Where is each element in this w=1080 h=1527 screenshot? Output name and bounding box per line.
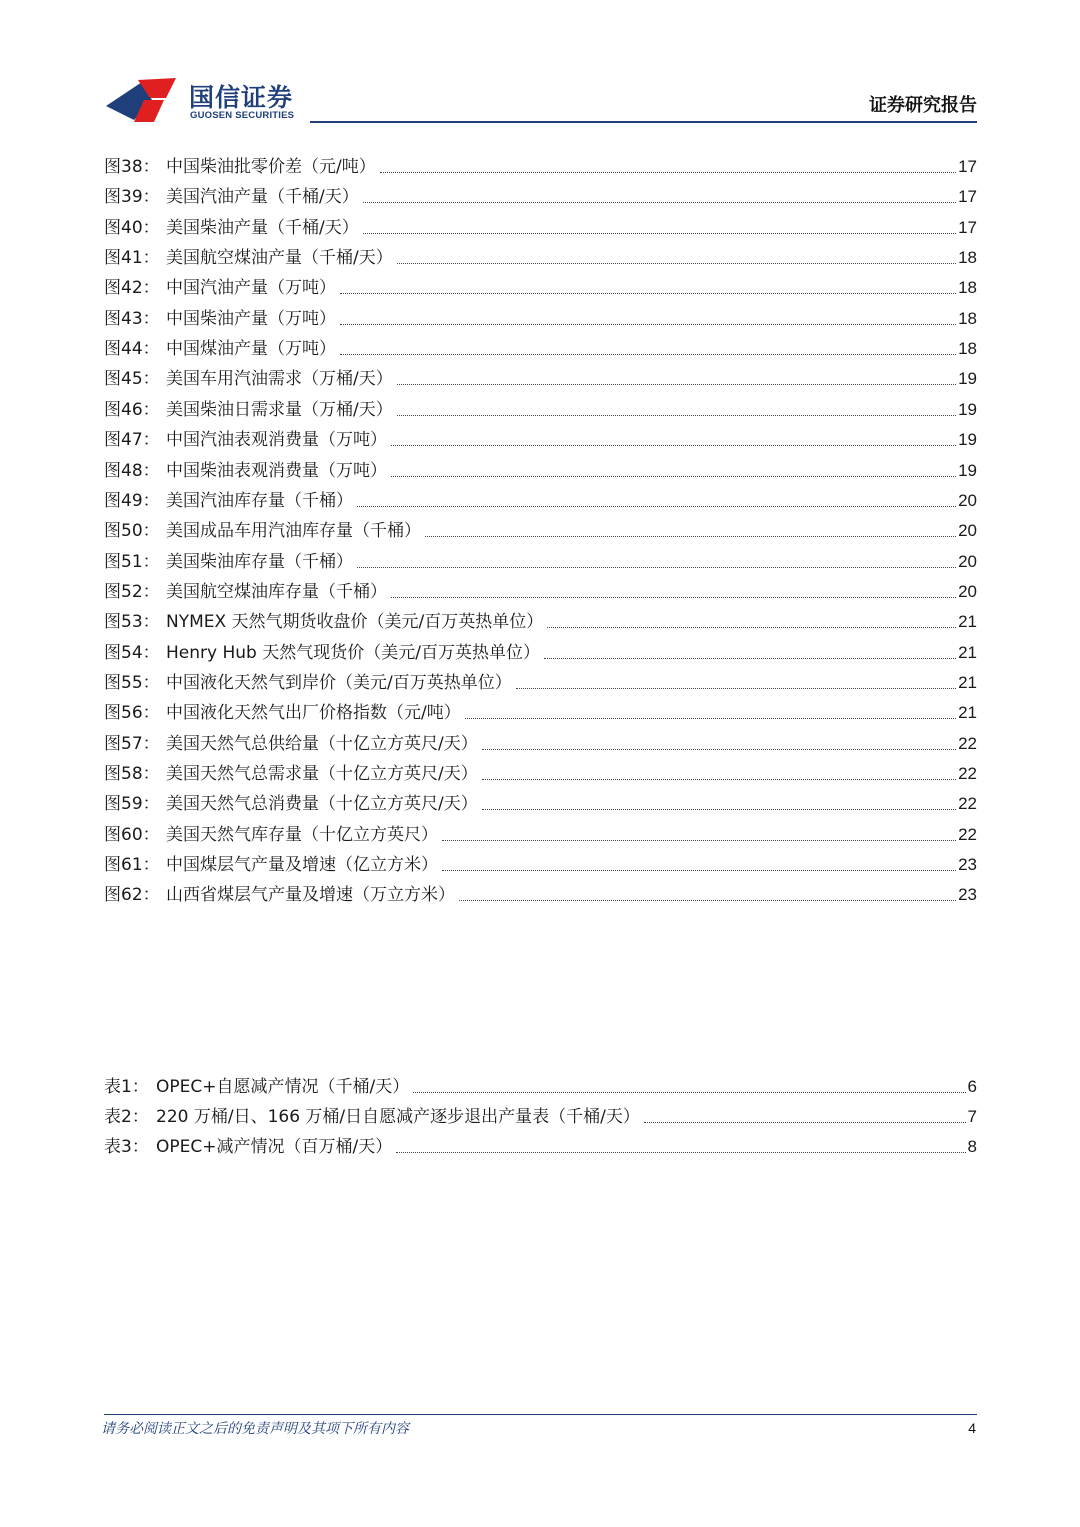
- figure-entry[interactable]: [104, 580, 977, 604]
- figure-entry[interactable]: [104, 641, 977, 665]
- figure-entry[interactable]: [104, 732, 977, 756]
- figure-entry[interactable]: [104, 519, 977, 543]
- entry-page: 19: [958, 460, 977, 480]
- entry-title: 山西省煤层气产量及增速（万立方米）: [166, 885, 455, 906]
- entry-label: 图40：: [104, 217, 160, 238]
- entry-title: 美国航空煤油库存量（千桶）: [166, 581, 387, 602]
- dot-leader: [425, 535, 956, 537]
- entry-title: 美国汽油产量（千桶/天）: [166, 187, 359, 208]
- report-type: 证券研究报告: [869, 95, 977, 116]
- figure-entry[interactable]: [104, 550, 977, 574]
- entry-label: 图59：: [104, 794, 160, 815]
- entry-label: 图52：: [104, 581, 160, 602]
- dot-leader: [357, 566, 956, 568]
- entry-label: 图41：: [104, 248, 160, 269]
- dot-leader: [442, 839, 956, 841]
- entry-label: 图45：: [104, 369, 160, 390]
- entry-label: 图58：: [104, 764, 160, 784]
- figure-entry[interactable]: [104, 155, 977, 179]
- entry-label: 图44：: [104, 339, 160, 360]
- entry-page: 21: [958, 642, 977, 662]
- entry-page: 20: [958, 551, 977, 571]
- footer-divider: [104, 1414, 977, 1415]
- dot-leader: [396, 1151, 965, 1153]
- entry-page: 17: [958, 187, 977, 207]
- figure-entry[interactable]: [104, 853, 977, 877]
- entry-page: 21: [958, 612, 977, 632]
- entry-title: 美国成品车用汽油库存量（千桶）: [166, 521, 421, 542]
- figure-entry[interactable]: [104, 610, 977, 634]
- entry-page: 19: [958, 430, 977, 450]
- brand-name-cn: 国信证券: [189, 83, 294, 112]
- entry-page: 20: [958, 581, 977, 601]
- entry-title: 中国柴油产量（万吨）: [166, 308, 336, 329]
- entry-label: 图60：: [104, 824, 160, 845]
- entry-title: 美国航空煤油产量（千桶/天）: [166, 248, 393, 269]
- dot-leader: [482, 778, 956, 780]
- entry-label: 图61：: [104, 855, 160, 876]
- entry-page: 23: [958, 885, 977, 905]
- entry-label: 图49：: [104, 490, 160, 511]
- entry-label: 图47：: [104, 430, 160, 451]
- entry-title: 中国煤油产量（万吨）: [166, 339, 336, 360]
- dot-leader: [442, 869, 956, 871]
- entry-label: 图38：: [104, 157, 160, 177]
- entry-title: OPEC+减产情况（百万桶/天）: [156, 1137, 393, 1158]
- dot-leader: [482, 748, 956, 750]
- entry-title: 美国天然气总需求量（十亿立方英尺/天）: [166, 764, 478, 784]
- entry-page: 18: [958, 308, 977, 328]
- entry-page: 21: [958, 703, 977, 723]
- dot-leader: [340, 323, 956, 325]
- figure-entry[interactable]: [104, 398, 977, 422]
- dot-leader: [391, 444, 956, 446]
- dot-leader: [397, 383, 956, 385]
- entry-label: 图56：: [104, 703, 160, 724]
- entry-label: 表1：: [104, 1077, 149, 1097]
- dot-leader: [482, 808, 956, 810]
- entry-page: 20: [958, 490, 977, 510]
- entry-page: 23: [958, 855, 977, 875]
- figure-entry[interactable]: [104, 823, 977, 847]
- dot-leader: [363, 232, 956, 234]
- entry-title: 中国液化天然气到岸价（美元/百万英热单位）: [166, 672, 512, 693]
- entry-title: Henry Hub 天然气现货价（美元/百万英热单位）: [166, 642, 540, 663]
- dot-leader: [397, 414, 956, 416]
- entry-title: OPEC+自愿减产情况（千桶/天）: [156, 1077, 410, 1097]
- entry-label: 图42：: [104, 278, 160, 299]
- entry-title: 美国车用汽油需求（万桶/天）: [166, 369, 393, 390]
- entry-label: 图62：: [104, 885, 160, 906]
- figure-entry[interactable]: [104, 489, 977, 513]
- entry-label: 图53：: [104, 612, 160, 633]
- figure-entry[interactable]: [104, 792, 977, 816]
- entry-page: 22: [958, 794, 977, 814]
- figure-entry[interactable]: [104, 246, 977, 270]
- entry-label: 图54：: [104, 642, 160, 663]
- dot-leader: [397, 262, 956, 264]
- dot-leader: [516, 687, 956, 689]
- dot-leader: [544, 657, 956, 659]
- dot-leader: [380, 171, 956, 173]
- dot-leader: [357, 505, 956, 507]
- dot-leader: [547, 626, 956, 628]
- entry-title: 美国天然气总消费量（十亿立方英尺/天）: [166, 794, 478, 815]
- dot-leader: [459, 899, 956, 901]
- dot-leader: [413, 1091, 965, 1093]
- entry-page: 18: [958, 248, 977, 268]
- entry-label: 图46：: [104, 399, 160, 420]
- entry-page: 17: [958, 157, 977, 176]
- entry-page: 6: [967, 1077, 977, 1096]
- guosen-logo-icon: [104, 76, 194, 126]
- entry-page: 21: [958, 672, 977, 692]
- table-entry[interactable]: [104, 1135, 977, 1159]
- entry-label: 图55：: [104, 672, 160, 693]
- entry-title: 美国柴油产量（千桶/天）: [166, 217, 359, 238]
- dot-leader: [644, 1121, 966, 1123]
- figure-entry[interactable]: [104, 367, 977, 391]
- figure-entry[interactable]: [104, 701, 977, 725]
- figure-entry[interactable]: [104, 216, 977, 240]
- entry-title: 美国天然气库存量（十亿立方英尺）: [166, 824, 438, 845]
- entry-page: 22: [958, 733, 977, 753]
- entry-page: 22: [958, 824, 977, 844]
- entry-page: 18: [958, 339, 977, 359]
- header-divider: [310, 121, 977, 123]
- entry-page: 8: [967, 1137, 977, 1157]
- dot-leader: [340, 353, 956, 355]
- entry-page: 7: [967, 1107, 977, 1127]
- entry-title: 中国煤层气产量及增速（亿立方米）: [166, 855, 438, 876]
- entry-label: 表2：: [104, 1107, 149, 1128]
- brand-name-en: GUOSEN SECURITIES: [190, 110, 295, 121]
- figure-entry[interactable]: [104, 671, 977, 695]
- page-number: 4: [968, 1420, 976, 1436]
- figure-entry[interactable]: [104, 428, 977, 452]
- entry-title: 美国柴油日需求量（万桶/天）: [166, 399, 393, 420]
- figure-entry[interactable]: [104, 459, 977, 483]
- entry-page: 18: [958, 278, 977, 298]
- entry-title: 美国汽油库存量（千桶）: [166, 490, 353, 511]
- table-entry[interactable]: [104, 1075, 977, 1099]
- entry-label: 图51：: [104, 551, 160, 572]
- dot-leader: [391, 596, 956, 598]
- entry-title: 中国液化天然气出厂价格指数（元/吨）: [166, 703, 461, 724]
- entry-label: 表3：: [104, 1137, 149, 1158]
- figure-entry[interactable]: [104, 307, 977, 331]
- entry-title: 中国汽油产量（万吨）: [166, 278, 336, 299]
- entry-page: 22: [958, 764, 977, 783]
- entry-label: 图50：: [104, 521, 160, 542]
- entry-title: 中国柴油表观消费量（万吨）: [166, 460, 387, 481]
- entry-label: 图57：: [104, 733, 160, 754]
- figure-entry[interactable]: [104, 276, 977, 300]
- dot-leader: [465, 717, 956, 719]
- dot-leader: [363, 201, 956, 203]
- entry-label: 图39：: [104, 187, 160, 208]
- entry-title: 美国天然气总供给量（十亿立方英尺/天）: [166, 733, 478, 754]
- entry-page: 19: [958, 399, 977, 419]
- entry-label: 图48：: [104, 460, 160, 481]
- entry-title: 中国柴油批零价差（元/吨）: [166, 157, 376, 177]
- entry-page: 20: [958, 521, 977, 541]
- footer-disclaimer: 请务必阅读正文之后的免责声明及其项下所有内容: [101, 1421, 409, 1437]
- dot-leader: [391, 475, 956, 477]
- entry-title: 中国汽油表观消费量（万吨）: [166, 430, 387, 451]
- figure-entry[interactable]: [104, 883, 977, 907]
- dot-leader: [340, 292, 956, 294]
- table-entry[interactable]: [104, 1105, 977, 1129]
- entry-title: 220 万桶/日、166 万桶/日自愿减产逐步退出产量表（千桶/天）: [156, 1107, 640, 1128]
- page-header: [0, 0, 1080, 130]
- entry-title: NYMEX 天然气期货收盘价（美元/百万英热单位）: [166, 612, 544, 633]
- figure-entry[interactable]: [104, 337, 977, 361]
- entry-title: 美国柴油库存量（千桶）: [166, 551, 353, 572]
- entry-page: 19: [958, 369, 977, 389]
- figure-entry[interactable]: [104, 185, 977, 209]
- entry-label: 图43：: [104, 308, 160, 329]
- figure-entry[interactable]: [104, 762, 977, 786]
- entry-page: 17: [958, 217, 977, 237]
